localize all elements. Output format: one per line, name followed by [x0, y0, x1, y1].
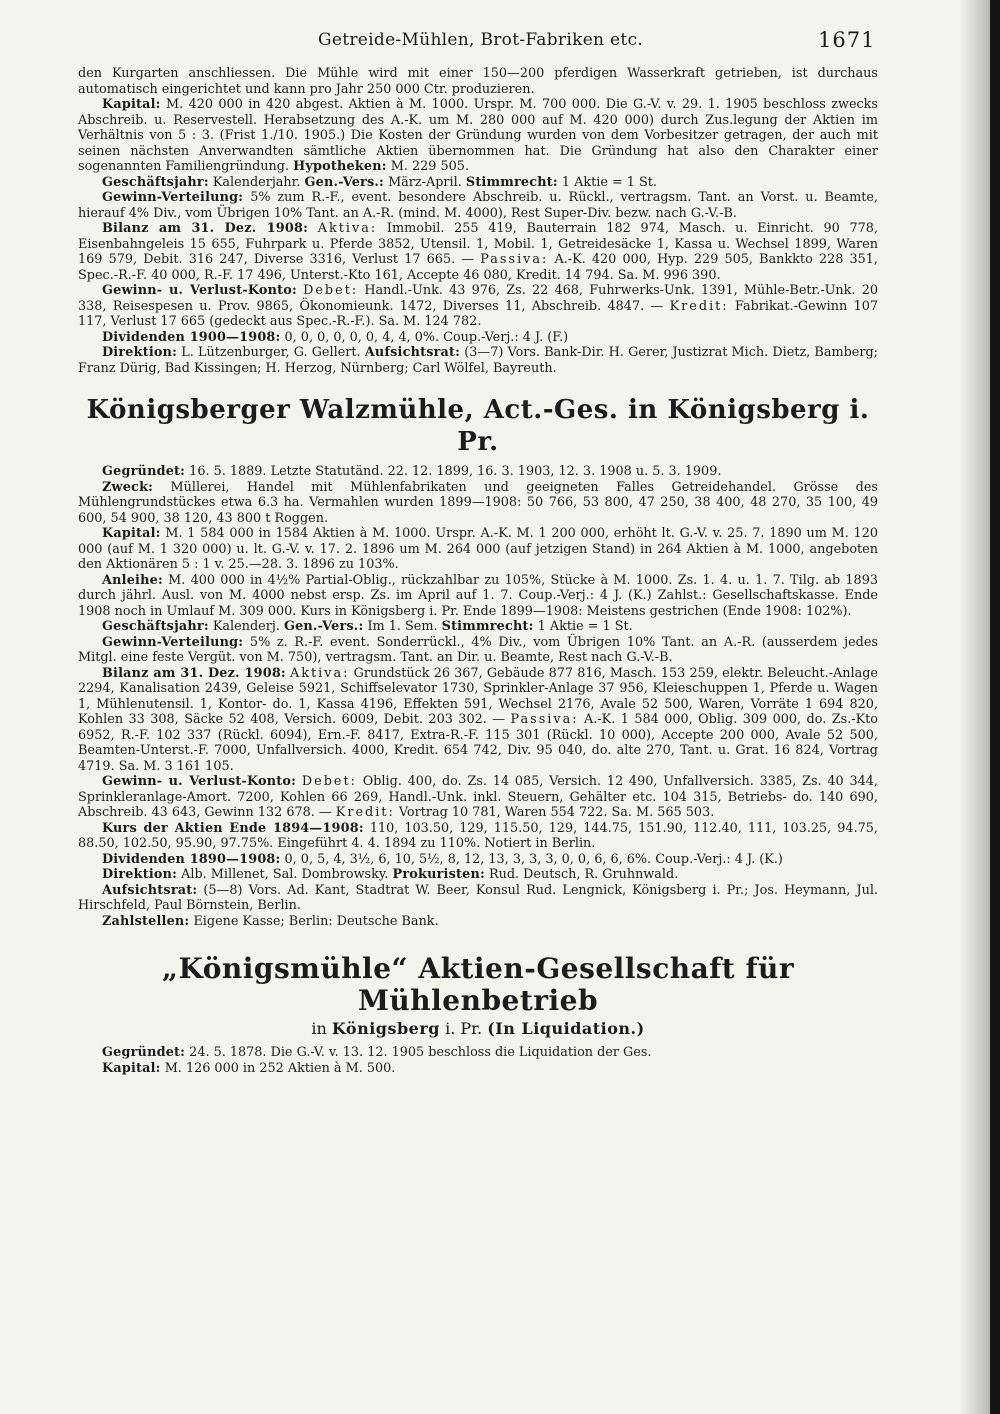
direktion-text: L. Lützenburger, G. Gellert. — [181, 345, 361, 360]
gegruendet-paragraph — [78, 1045, 878, 1061]
page-edge-shadow — [960, 0, 990, 1414]
kapital-label: Kapital: — [102, 526, 161, 541]
previous-company-entry — [78, 66, 878, 376]
kapital-text: M. 420 000 in 420 abgest. Aktien à M. 1000. Urspr. M. 700 000. Die G.-V. v. 29. 1. 1905 beschloss zwecks Abschreib. u. Reservestell. Herabsetzung des A.-K. um M. 280 000 auf M. 420 000) durch Zus.legung der Aktien im Verhältnis von 5 : 3. (Frist 1./10. 1905.) Die Kosten der Gründung wurden von dem Vorbesitzer getragen, der auch mit seinen nächsten Anverwandten sämtliche Aktien übernommen hat. Die Gründung hat also den Charakter einer sogenannten Familiengründung. — [78, 97, 879, 174]
company-entry-walzmuehle — [78, 394, 878, 929]
bilanz-paragraph — [78, 221, 878, 283]
debet-word: Debet: — [303, 283, 359, 298]
kapital-paragraph — [78, 526, 878, 573]
gen-vers-text: März-April. — [388, 174, 462, 190]
zweck-paragraph — [78, 480, 878, 527]
page-number: 1671 — [818, 28, 876, 52]
kredit-word: Kredit: — [335, 805, 395, 820]
gewinn-verlust-paragraph — [78, 283, 878, 330]
aufsichtsrat-text: (5—8) Vors. Ad. Kant, Stadtrat W. Beer, Konsul Rud. Lengnick, Königsberg i. Pr.; Jos. Heymann, Jul. Hirschfeld, Paul Börnstein, Berlin. — [78, 882, 878, 913]
bilanz-label: Bilanz am 31. Dez. 1908: — [102, 221, 309, 236]
zweck-label: Zweck: — [102, 479, 154, 495]
gewinn-verlust-paragraph — [78, 774, 878, 821]
running-title: Getreide-Mühlen, Brot-Fabriken etc. — [318, 30, 644, 50]
gegruendet-label: Gegründet: — [102, 1045, 186, 1060]
dividenden-label: Dividenden 1900—1908: — [102, 329, 281, 345]
prokuristen-label: Prokuristen: — [392, 867, 485, 882]
anleihe-paragraph — [78, 573, 878, 620]
gegruendet-text: 24. 5. 1878. Die G.-V. v. 13. 12. 1905 beschloss die Liquidation der Ges. — [189, 1045, 652, 1060]
gewinn-verteilung-label: Gewinn-Verteilung: — [102, 634, 244, 650]
aktiva-word: Aktiva: — [290, 665, 350, 681]
gewinn-verteilung-label: Gewinn-Verteilung: — [102, 190, 244, 205]
gegruendet-label: Gegründet: — [102, 464, 186, 479]
geschaeftsjahr-paragraph — [78, 175, 878, 191]
gegruendet-text: 16. 5. 1889. Letzte Statutänd. 22. 12. 1899, 16. 3. 1903, 12. 3. 1908 u. 5. 3. 1909. — [189, 464, 722, 479]
zahlstellen-label: Zahlstellen: — [102, 913, 190, 929]
kredit-word: Kredit: — [669, 298, 729, 314]
direktion-text: Alb. Millenet, Sal. Dombrowsky. — [181, 867, 389, 882]
geschaeftsjahr-text: Kalenderjahr. — [212, 174, 301, 190]
gegruendet-paragraph — [78, 464, 878, 480]
geschaeftsjahr-label: Geschäftsjahr: — [102, 174, 209, 190]
gen-vers-label: Gen.-Vers.: — [283, 619, 364, 634]
stimmrecht-text: 1 Aktie = 1 St. — [561, 174, 657, 190]
gewinn-verteilung-paragraph — [78, 190, 878, 221]
direktion-label: Direktion: — [102, 867, 178, 882]
dividenden-paragraph — [78, 852, 878, 868]
anleihe-label: Anleihe: — [102, 572, 163, 588]
dividenden-text: 0, 0, 5, 4, 3½, 6, 10, 5½, 8, 12, 13, 3, 3, 3, 0, 0, 6, 6, 6%. Coup.-Verj.: 4 J. (K.) — [284, 851, 783, 867]
zahlstellen-text: Eigene Kasse; Berlin: Deutsche Bank. — [193, 913, 439, 929]
page-body — [78, 66, 878, 1076]
passiva-text: A.-K. 1 584 000, Oblig. 309 000, do. Zs.-Kto 6952, R.-F. 102 337 (Rückl. 6094), Ern.-F. 8417, Extra-R.-F. 115 301 (Rückl. 10 000), Accepte 200 000, Avale 52 500, Beamten-Unterst.-F. 7000, Unfallversich. 4000, Kredit. 654 742, Div. 95 040, do. alte 270, Tant. u. Grat. 16 824, Vortrag 4719. Sa. M. 3 161 105. — [78, 712, 878, 774]
aktiva-word: Aktiva: — [317, 221, 378, 236]
gewinn-verlust-label: Gewinn- u. Verlust-Konto: — [102, 283, 297, 298]
aufsichtsrat-label: Aufsichtsrat: — [102, 882, 198, 898]
kredit-text: Fabrikat.-Gewinn 107 117, Verlust 17 665 (gedeckt aus Spec.-R.-F.). Sa. M. 124 782. — [78, 298, 879, 329]
debet-text: Handl.-Unk. 43 976, Zs. 22 468, Fuhrwerks-Unk. 1391, Mühle-Betr.-Unk. 20 338, Reisespesen u. Prov. 9865, Ökonomieunk. 1472, Diverses 11, Abschreib. 4847. — — [78, 283, 878, 314]
liquidation-status: (In Liquidation.) — [487, 1019, 645, 1038]
debet-text: Oblig. 400, do. Zs. 14 085, Versich. 12 490, Unfallversich. 3385, Zs. 40 344, Sprinkleranlage-Amort. 7200, Kohlen 66 269, Handl.-Unk. inkl. Steuern, Gehälter etc. 104 315, Betriebs- do. 140 690, Abschreib. 43 643, Gewinn 132 678. — — [78, 774, 878, 820]
dividenden-paragraph — [78, 330, 878, 346]
kapital-label: Kapital: — [102, 97, 161, 112]
kapital-paragraph — [78, 1061, 878, 1077]
kurs-label: Kurs der Aktien Ende 1894—1908: — [102, 820, 364, 836]
bilanz-label: Bilanz am 31. Dez. 1908: — [102, 665, 286, 681]
dividenden-text: 0, 0, 0, 0, 0, 0, 4, 4, 0%. Coup.-Verj.: 4 J. (F.) — [284, 329, 569, 345]
gewinn-verteilung-text: 5% zum R.-F., event. besondere Abschreib. u. Rückl., vertragsm. Tant. an Vorst. u. Beamte, hierauf 4% Div., vom Übrigen 10% Tant. an A.-R. (mind. M. 4000), Rest Super-Div. bezw. nach G.-V.-B. — [78, 190, 878, 221]
stimmrecht-label: Stimmrecht: — [465, 174, 558, 190]
direktion-paragraph — [78, 345, 878, 376]
passiva-text: A.-K. 420 000, Hyp. 229 505, Bankkto 228 351, Spec.-R.-F. 40 000, R.-F. 17 496, Unterst.-Kto 161, Accepte 46 080, Kredit. 14 794. Sa. M. 996 390. — [78, 252, 878, 283]
gewinn-verteilung-paragraph — [78, 635, 878, 666]
company-subtitle — [78, 1019, 878, 1039]
page-header — [0, 30, 990, 60]
kurs-paragraph — [78, 821, 878, 852]
zweck-text: Müllerei, Handel mit Mühlenfabrikaten und geeigneten Falles Getreidehandel. Grösse des Mühlengrundstückes etwa 6.3 ha. Vermahlen wurden 1899—1908: 50 766, 53 800, 47 250, 38 400, 48 270, 35 100, 49 600, 54 900, 38 120, 43 800 t Roggen. — [78, 479, 878, 526]
kapital-label: Kapital: — [102, 1060, 161, 1076]
kredit-text: Vortrag 10 781, Waren 554 722. Sa. M. 565 503. — [398, 805, 715, 820]
debet-word: Debet: — [301, 774, 357, 789]
kapital-text: M. 126 000 in 252 Aktien à M. 500. — [164, 1060, 396, 1076]
passiva-word: Passiva: — [480, 252, 549, 267]
gen-vers-text: Im 1. Sem. — [367, 619, 438, 634]
geschaeftsjahr-text: Kalenderj. — [212, 619, 280, 634]
geschaeftsjahr-paragraph — [78, 619, 878, 635]
subtitle-in: in — [311, 1019, 327, 1038]
kurs-text: 110, 103.50, 129, 115.50, 129, 144.75, 151.90, 112.40, 111, 103.25, 94.75, 88.50, 102.50, 95.90, 97.75%. Eingeführt 4. 4. 1894 zu 110%. Notiert in Berlin. — [78, 820, 878, 851]
subtitle-region: i. Pr. — [445, 1019, 483, 1038]
anleihe-text: M. 400 000 in 4½% Partial-Oblig., rückzahlbar zu 105%, Stücke à M. 1000. Zs. 1. 4. u. 1. 7. Tilg. ab 1893 durch jährl. Ausl. von M. 4000 nebst ersp. Zs. im April auf 1. 7. Coup.-Verj.: 4 J. (K.) Zahlst.: Gesellschaftskasse. Ende 1908 noch in Umlauf M. 309 000. Kurs in Königsberg i. Pr. Ende 1899—1908: Meistens gestrichen (Ende 1908: 102%). — [78, 572, 878, 619]
stimmrecht-label: Stimmrecht: — [441, 619, 534, 634]
dividenden-label: Dividenden 1890—1908: — [102, 851, 281, 867]
kapital-paragraph — [78, 97, 878, 175]
aufsichtsrat-text: (3—7) Vors. Bank-Dir. H. Gerer, Justizrat Mich. Dietz, Bamberg; Franz Dürig, Bad Kissingen; H. Herzog, Nürnberg; Carl Wölfel, Bayreuth. — [78, 345, 878, 376]
kapital-text: M. 1 584 000 in 1584 Aktien à M. 1000. Urspr. A.-K. M. 1 200 000, erhöht lt. G.-V. v. 25. 7. 1890 um M. 120 000 (auf M. 1 320 000) u. lt. G.-V. v. 17. 2. 1896 um M. 264 000 (auf jetzigen Stand) in 264 Aktien à M. 1000, angeboten den Aktionären 5 : 1 v. 25.—28. 3. 1896 zu 103%. — [78, 526, 878, 572]
aktiva-text: Immobil. 255 419, Bauterrain 182 974, Masch. u. Einricht. 90 778, Eisenbahngeleis 15 655, Fuhrpark u. Pferde 3852, Utensil. 1, Mobil. 1, Getreidesäcke 1, Kassa u. Wechsel 1899, Waren 169 579, Debit. 316 247, Diverse 3316, Verlust 17 665. — — [78, 221, 879, 267]
hypotheken-label: Hypotheken: — [293, 159, 387, 174]
gewinn-verlust-label: Gewinn- u. Verlust-Konto: — [102, 774, 297, 789]
prokuristen-text: Rud. Deutsch, R. Gruhnwald. — [488, 867, 679, 882]
company-entry-koenigsmuehle — [78, 953, 878, 1076]
direktion-paragraph — [78, 867, 878, 883]
aufsichtsrat-paragraph — [78, 883, 878, 914]
passiva-word: Passiva: — [510, 712, 579, 727]
entry-intro-paragraph: den Kurgarten anschliessen. Die Mühle wird mit einer 150—200 pferdigen Wasserkraft getrieben, ist durchaus automatisch eingerichtet und kann pro Jahr 250 000 Ctr. produzieren. — [78, 66, 878, 97]
zahlstellen-paragraph — [78, 914, 878, 930]
bilanz-paragraph — [78, 666, 878, 775]
company-title: „Königsmühle“ Aktien-Gesellschaft für Mühlenbetrieb — [161, 952, 795, 1017]
geschaeftsjahr-label: Geschäftsjahr: — [102, 619, 209, 634]
direktion-label: Direktion: — [102, 345, 178, 360]
stimmrecht-text: 1 Aktie = 1 St. — [537, 619, 633, 634]
gewinn-verteilung-text: 5% z. R.-F. event. Sonderrückl., 4% Div., vom Übrigen 10% Tant. an A.-R. (ausserdem jedes Mitgl. eine feste Vergüt. von M. 750), vertragsm. Tant. an Dir. u. Beamte, Rest nach G.-V.-B. — [78, 634, 878, 665]
aktiva-text: Grundstück 26 367, Gebäude 877 816, Masch. 153 259, elektr. Beleucht.-Anlage 2294, Kanalisation 2439, Geleise 5921, Schiffselevator 1730, Sprinkler-Anlage 37 956, Kleieschuppen 1, Pferde u. Wagen 1, Mühlenutensil. 1, Kontor- do. 1, Kassa 4196, Effekten 591, Wechsel 2176, Avale 52 500, Waren, Vorräte 1 694 820, Kohlen 33 308, Säcke 52 408, Versich. 6009, Debit. 203 302. — — [78, 665, 879, 727]
company-title: Königsberger Walzmühle, Act.-Ges. in Königsberg i. Pr. — [86, 395, 870, 457]
hypotheken-text: M. 229 505. — [390, 159, 470, 174]
subtitle-city: Königsberg — [331, 1019, 440, 1038]
gen-vers-label: Gen.-Vers.: — [304, 174, 384, 190]
aufsichtsrat-label: Aufsichtsrat: — [364, 345, 461, 360]
